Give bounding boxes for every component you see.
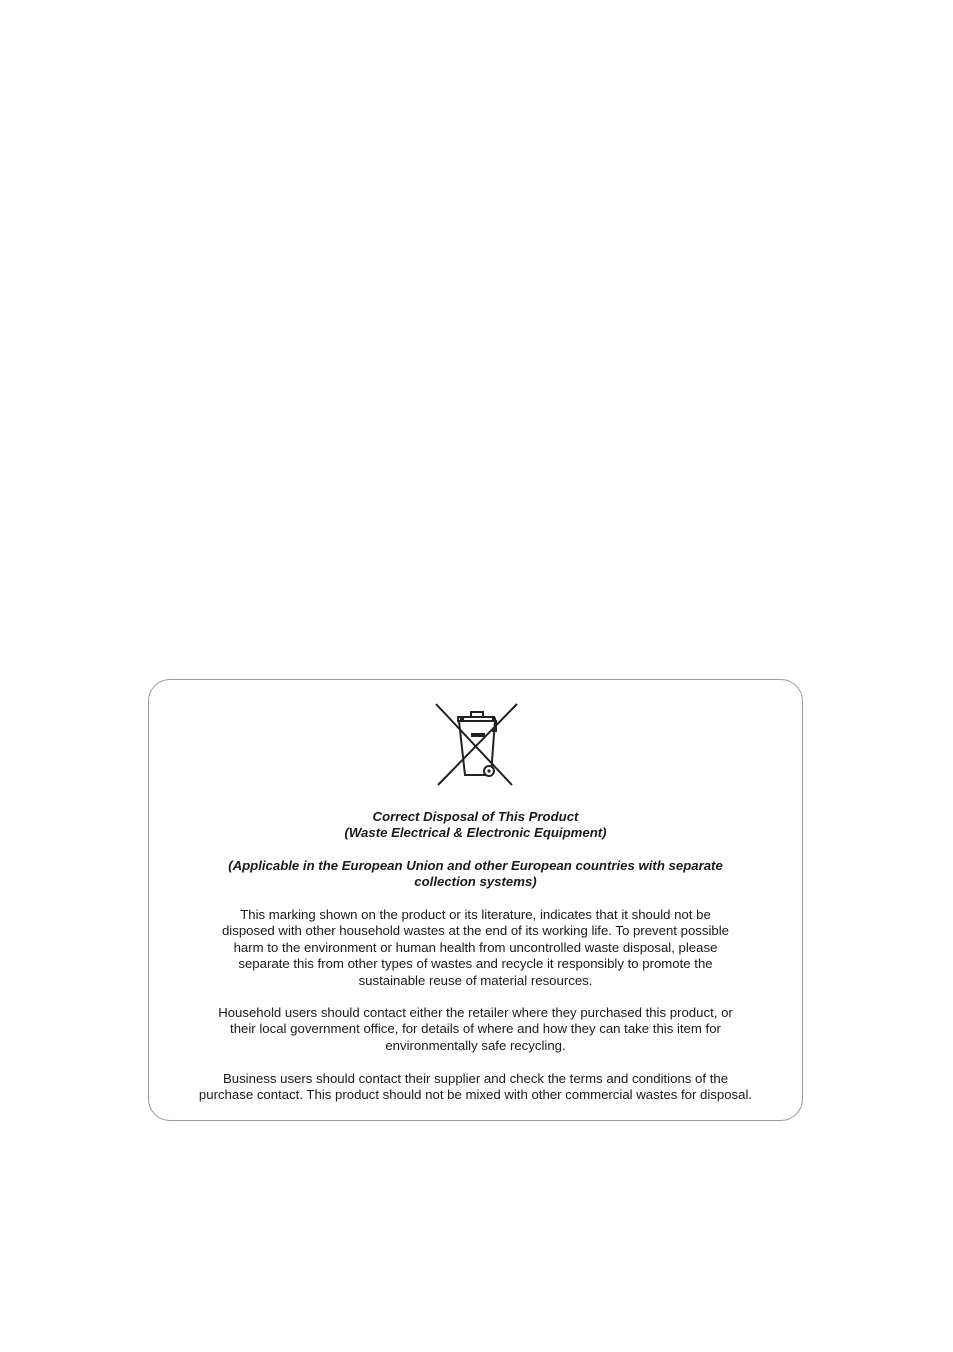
paragraph-line: disposed with other household wastes at the end of its working life. To prevent possible: [221, 923, 730, 939]
business-users-paragraph: [148, 1071, 803, 1104]
paragraph-line: harm to the environment or human health from uncontrolled waste disposal, please: [233, 939, 718, 955]
disposal-paragraph: [148, 907, 803, 989]
paragraph-line: separate this from other types of wastes and recycle it responsibly to promote the: [238, 956, 713, 972]
paragraph-line: their local government office, for details of where and how they can take this item for: [230, 1021, 721, 1037]
applicability-note: [148, 858, 803, 891]
paragraph-line: sustainable reuse of material resources.: [358, 972, 593, 988]
paragraph-line: Business users should contact their supplier and check the terms and conditions of the: [222, 1071, 729, 1086]
paragraph-line: This marking shown on the product or its literature, indicates that it should not be: [240, 907, 711, 922]
applicability-line: collection systems): [414, 874, 537, 890]
applicability-line: (Applicable in the European Union and other European countries with separate: [228, 858, 723, 873]
paragraph-line: Household users should contact either the retailer where they purchased this product, or: [218, 1005, 733, 1020]
notice-title-line: Correct Disposal of This Product: [372, 809, 579, 824]
paragraph-line: purchase contact. This product should not be mixed with other commercial wastes for disposal.: [198, 1087, 753, 1103]
notice-title: [148, 809, 803, 842]
paragraph-line: environmentally safe recycling.: [385, 1037, 566, 1053]
notice-title-line: (Waste Electrical & Electronic Equipment): [344, 825, 607, 841]
crossed-out-wheelie-bin-icon: [432, 701, 522, 789]
household-users-paragraph: [148, 1005, 803, 1054]
